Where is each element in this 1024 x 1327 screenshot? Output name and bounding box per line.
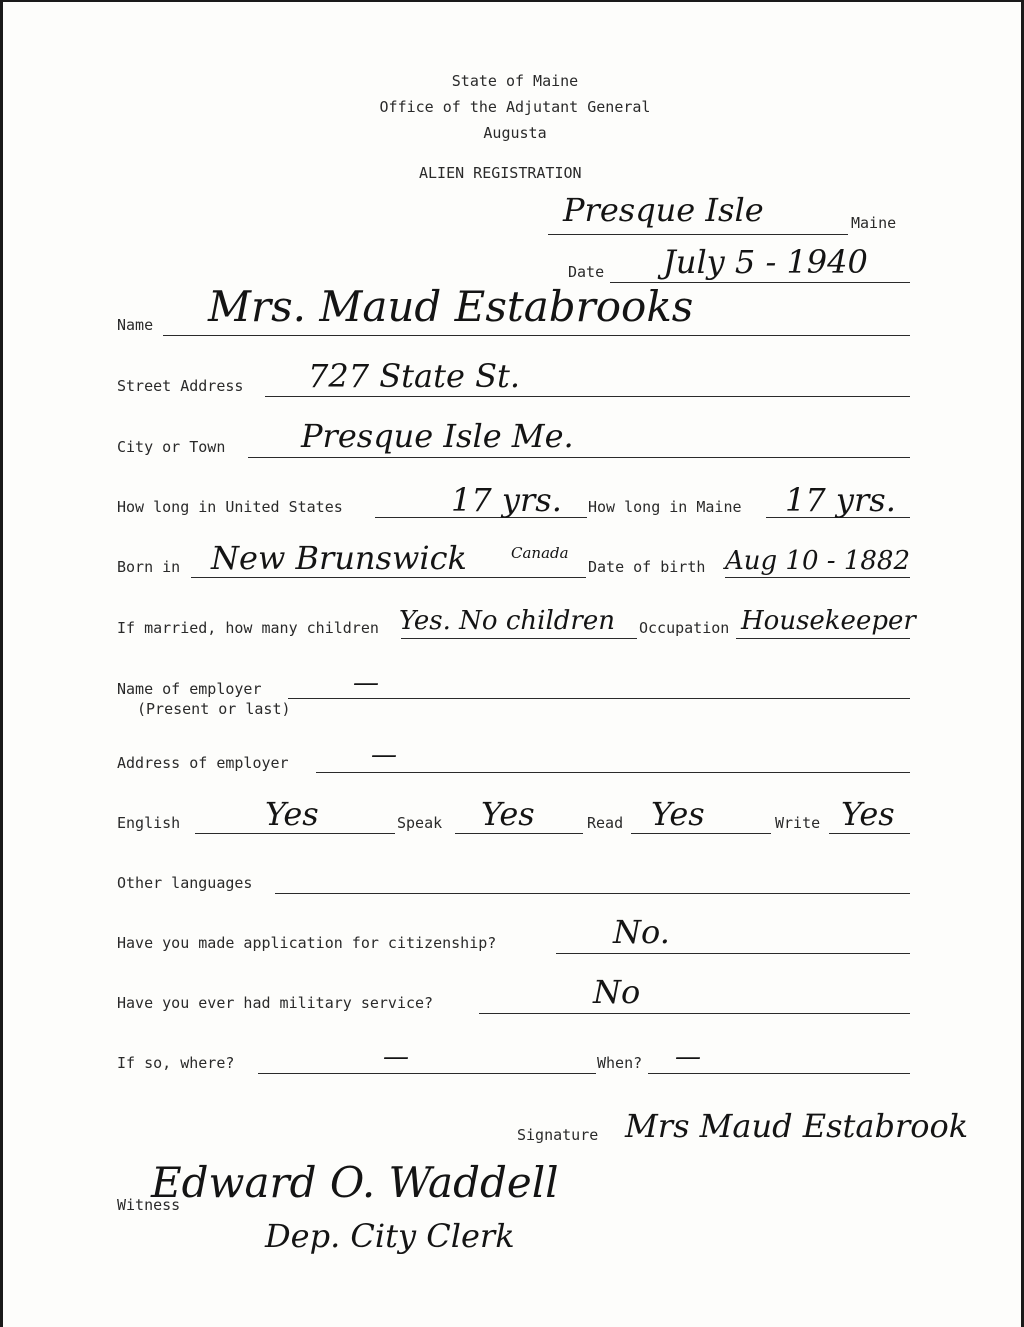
employer-name-underline [288, 698, 910, 699]
employer-address-label: Address of employer [117, 754, 289, 772]
born-note: Canada [511, 544, 569, 562]
children-label: If married, how many children [117, 619, 379, 637]
speak-underline [455, 833, 583, 834]
employer-name-value: — [353, 668, 379, 698]
street-underline [265, 396, 910, 397]
name-label: Name [117, 316, 154, 334]
street-label: Street Address [117, 377, 244, 395]
speak-value: Yes [481, 795, 535, 833]
citizenship-underline [556, 953, 910, 954]
maine-years-label: How long in Maine [588, 498, 742, 516]
other-languages-label: Other languages [117, 874, 253, 892]
where-value: — [383, 1042, 409, 1072]
children-value: Yes. No children [399, 606, 615, 636]
occupation-underline [736, 638, 910, 639]
maine-years-value: 17 yrs. [785, 481, 896, 519]
other-languages-underline [275, 893, 910, 894]
citizenship-value: No. [613, 913, 670, 951]
name-value: Mrs. Maud Estabrooks [208, 282, 694, 331]
citizenship-label: Have you made application for citizenship? [117, 934, 497, 952]
when-value: — [675, 1042, 701, 1072]
form-title: ALIEN REGISTRATION [419, 164, 582, 182]
where-label: If so, where? [117, 1054, 235, 1072]
when-label: When? [597, 1054, 643, 1072]
witness-title: Dep. City Clerk [265, 1217, 515, 1255]
occupation-label: Occupation [639, 619, 730, 637]
date-label: Date [568, 263, 605, 281]
dob-label: Date of birth [588, 558, 706, 576]
born-value: New Brunswick [211, 539, 467, 577]
write-value: Yes [841, 795, 895, 833]
employer-address-value: — [371, 740, 397, 770]
write-label: Write [775, 814, 821, 832]
read-value: Yes [651, 795, 705, 833]
city-underline [248, 457, 910, 458]
witness-name: Edward O. Waddell [151, 1158, 559, 1207]
military-underline [479, 1013, 910, 1014]
children-underline [401, 638, 637, 639]
born-label: Born in [117, 558, 181, 576]
employer-name-label: Name of employer [117, 680, 262, 698]
signature-label: Signature [517, 1126, 599, 1144]
place-handwritten: Presque Isle [563, 191, 764, 229]
english-underline [195, 833, 395, 834]
header-city: Augusta [483, 124, 547, 142]
header-state: State of Maine [451, 72, 579, 90]
date-value: July 5 - 1940 [663, 243, 868, 281]
header-office: Office of the Adjutant General [379, 98, 651, 116]
english-label: English [117, 814, 181, 832]
military-label: Have you ever had military service? [117, 994, 434, 1012]
employer-address-underline [316, 772, 910, 773]
english-value: Yes [265, 795, 319, 833]
employer-name-sublabel: (Present or last) [137, 700, 291, 718]
occupation-value: Housekeeper [741, 606, 916, 636]
where-underline [258, 1073, 596, 1074]
street-value: 727 State St. [308, 357, 521, 395]
read-label: Read [587, 814, 624, 832]
when-underline [648, 1073, 910, 1074]
us-years-label: How long in United States [117, 498, 343, 516]
witness-label: Witness [117, 1196, 181, 1214]
place-underline [548, 234, 848, 235]
dob-value: Aug 10 - 1882 [725, 546, 910, 576]
military-value: No [593, 973, 641, 1011]
speak-label: Speak [397, 814, 443, 832]
city-label: City or Town [117, 438, 226, 456]
signature-value: Mrs Maud Estabrook [625, 1107, 969, 1145]
city-value: Presque Isle Me. [301, 417, 574, 455]
place-suffix: Maine [851, 214, 897, 232]
us-years-value: 17 yrs. [451, 481, 562, 519]
write-underline [829, 833, 910, 834]
born-underline [191, 577, 586, 578]
read-underline [631, 833, 771, 834]
dob-underline [725, 577, 910, 578]
name-underline [163, 335, 910, 336]
